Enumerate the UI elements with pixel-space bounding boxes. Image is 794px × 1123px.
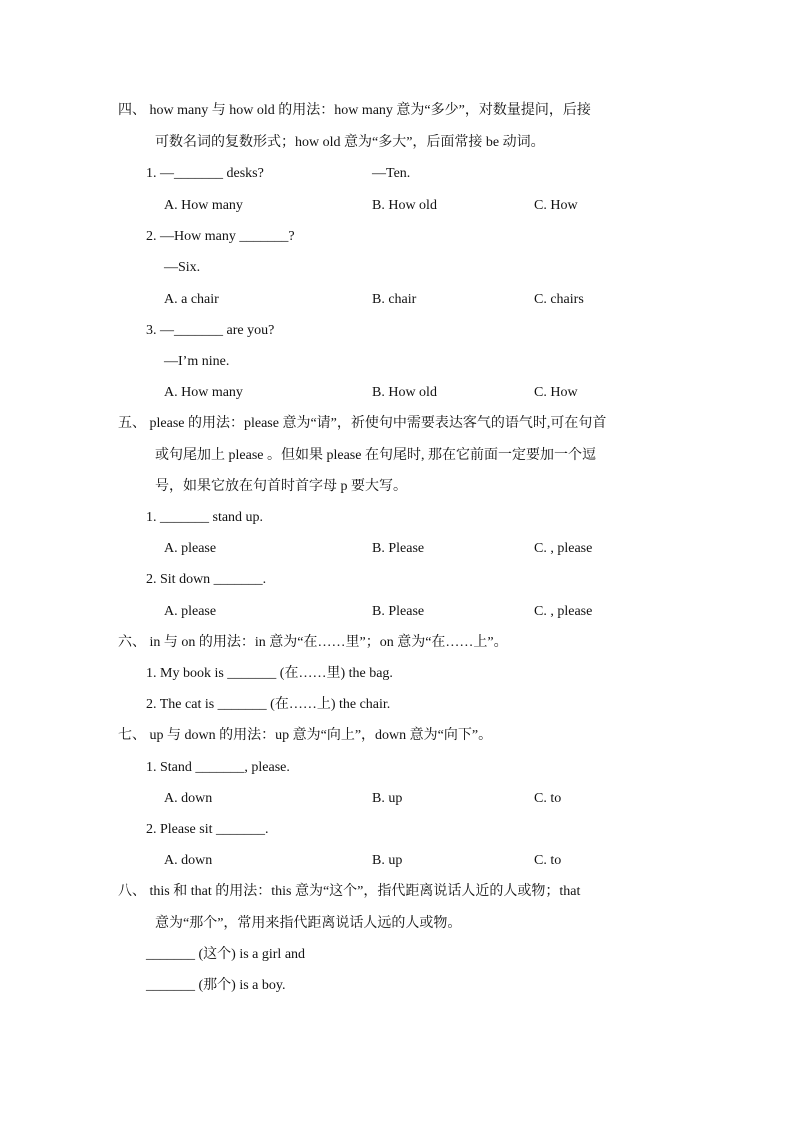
option-a: A. please <box>164 604 217 619</box>
s7-q2-text: 2. Please sit _______. <box>146 822 269 837</box>
option-b: B. up <box>372 791 403 806</box>
option-a: A. How many <box>164 198 243 213</box>
option-a: A. down <box>164 853 213 868</box>
option-c: C. How <box>534 198 578 213</box>
s6-q1-text: 1. My book is _______ (在……里) the bag. <box>146 666 393 681</box>
s4-q1-text: 1. —_______ desks? <box>146 166 264 181</box>
option-b: B. Please <box>372 604 425 619</box>
s4-q1-answer: —Ten. <box>372 166 411 181</box>
option-b: B. up <box>372 853 403 868</box>
option-a: A. How many <box>164 385 243 400</box>
option-b: B. How old <box>372 198 437 213</box>
section-8-heading-cont: 意为“那个”，常用来指代距离说话人远的人或物。 <box>155 916 462 931</box>
s5-q2-text: 2. Sit down _______. <box>146 572 267 587</box>
option-c: C. chairs <box>534 292 584 307</box>
s5-q1-text: 1. _______ stand up. <box>146 510 264 525</box>
s8-q2-text: _______ (那个) is a boy. <box>146 978 286 993</box>
section-4-heading-cont: 可数名词的复数形式；how old 意为“多大”，后面常接 be 动词。 <box>155 135 545 150</box>
option-c: C. How <box>534 385 578 400</box>
option-b: B. How old <box>372 385 437 400</box>
s8-q1-text: _______ (这个) is a girl and <box>146 947 306 962</box>
section-5-heading-cont-1: 或句尾加上 please 。但如果 please 在句尾时, 那在它前面一定要加一个逗 <box>155 448 596 463</box>
option-b: B. Please <box>372 541 425 556</box>
section-8-heading: 八、 this 和 that 的用法：this 意为“这个”，指代距离说话人近的人或物；that <box>118 884 581 899</box>
section-5-heading-cont-2: 号，如果它放在句首时首字母 p 要大写。 <box>155 479 407 494</box>
option-a: A. a chair <box>164 292 219 307</box>
option-a: A. please <box>164 541 217 556</box>
s6-q2-text: 2. The cat is _______ (在……上) the chair. <box>146 697 391 712</box>
s4-q3-answer: —I’m nine. <box>164 354 230 369</box>
option-a: A. down <box>164 791 213 806</box>
section-4-heading: 四、 how many 与 how old 的用法：how many 意为“多少”，对数量提问，后接 <box>118 103 591 118</box>
s7-q1-text: 1. Stand _______, please. <box>146 760 290 775</box>
s4-q2-text: 2. —How many _______? <box>146 229 295 244</box>
section-7-heading: 七、 up 与 down 的用法：up 意为“向上”，down 意为“向下”。 <box>118 728 493 743</box>
option-c: C. to <box>534 791 562 806</box>
option-b: B. chair <box>372 292 417 307</box>
option-c: C. , please <box>534 604 593 619</box>
s4-q3-text: 3. —_______ are you? <box>146 323 275 338</box>
section-5-heading: 五、 please 的用法：please 意为“请”，祈使句中需要表达客气的语气时,可在句首 <box>118 416 607 431</box>
option-c: C. , please <box>534 541 593 556</box>
section-6-heading: 六、 in 与 on 的用法：in 意为“在……里”；on 意为“在……上”。 <box>118 635 508 650</box>
option-c: C. to <box>534 853 562 868</box>
s4-q2-answer: —Six. <box>164 260 201 275</box>
